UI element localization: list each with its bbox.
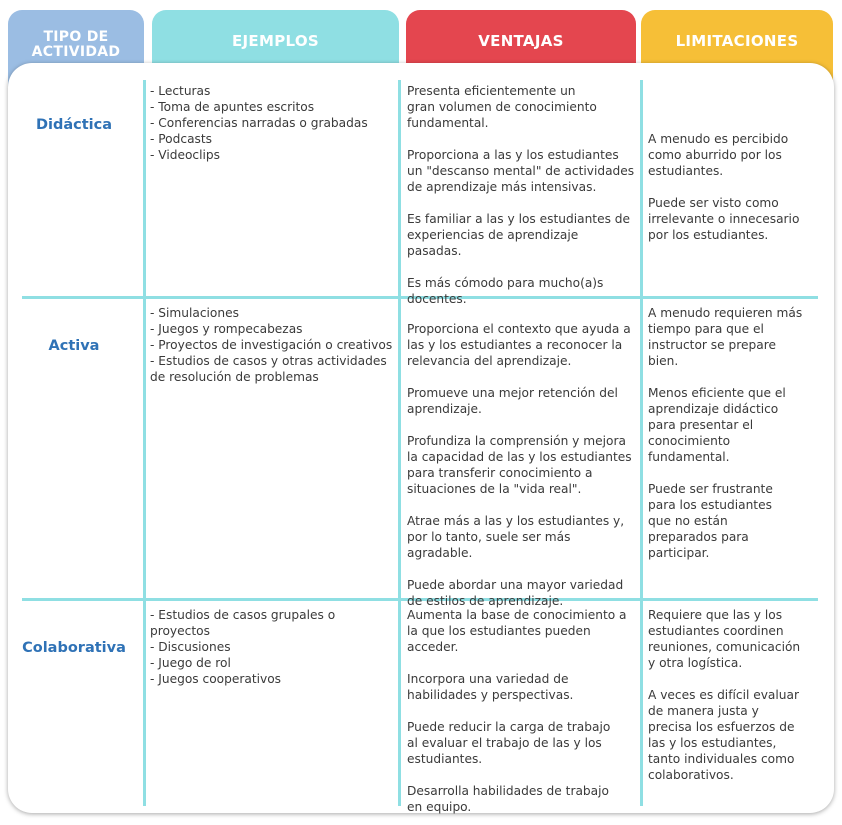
- column-divider: [143, 80, 146, 806]
- list-item: - Estudios de casos grupales o proyectos: [150, 608, 336, 638]
- paragraph: Puede ser frustrante para los estudiantes que no están preparados para participar.: [648, 482, 773, 560]
- paragraph: Promueve una mejor retención del aprendizaje.: [407, 386, 618, 416]
- list-item: - Estudios de casos y otras actividades de resolución de problemas: [150, 354, 387, 384]
- header-tipo-label: TIPO DE ACTIVIDAD: [31, 28, 121, 60]
- paragraph: Puede reducir la carga de trabajo al evaluar el trabajo de las y los estudiantes.: [407, 720, 611, 766]
- header-ejemplos-label: EJEMPLOS: [232, 31, 319, 50]
- row-label-colaborativa: Colaborativa: [22, 640, 126, 656]
- row-didactica-ejemplos: [150, 83, 392, 163]
- row-colaborativa-limitaciones: [648, 607, 810, 783]
- column-divider: [640, 80, 643, 806]
- paragraph: A veces es difícil evaluar de manera justa y precisa los esfuerzos de las y los estudiantes, tanto individuales como colaborativos.: [648, 688, 799, 782]
- row-activa-limitaciones: [648, 305, 806, 561]
- paragraph: Incorpora una variedad de habilidades y perspectivas.: [407, 672, 574, 702]
- list-item: - Videoclips: [150, 148, 220, 162]
- list-item: - Conferencias narradas o grabadas: [150, 116, 368, 130]
- list-item: - Juegos cooperativos: [150, 672, 282, 686]
- paragraph: Profundiza la comprensión y mejora la capacidad de las y los estudiantes para transferir conocimiento a situaciones de la "vida real".: [407, 434, 632, 496]
- row-colaborativa-ventajas: [407, 607, 635, 815]
- row-label-didactica: Didáctica: [35, 117, 113, 133]
- paragraph: Puede abordar una mayor variedad de estilos de aprendizaje.: [407, 578, 624, 608]
- list-item: - Lecturas: [150, 84, 211, 98]
- list-item: - Simulaciones: [150, 306, 239, 320]
- list-item: - Proyectos de investigación o creativos: [150, 338, 393, 352]
- paragraph: Aumenta la base de conocimiento a la que los estudiantes pueden acceder.: [407, 608, 627, 654]
- list-item: - Toma de apuntes escritos: [150, 100, 315, 114]
- paragraph: Es familiar a las y los estudiantes de experiencias de aprendizaje pasadas.: [407, 212, 631, 258]
- row-activa-ventajas: [407, 321, 635, 609]
- paragraph: Presenta eficientemente un gran volumen de conocimiento fundamental.: [407, 84, 597, 130]
- row-didactica-limitaciones: [648, 131, 806, 243]
- paragraph: A menudo es percibido como aburrido por los estudiantes.: [648, 132, 789, 178]
- list-item: - Discusiones: [150, 640, 231, 654]
- row-label-activa: Activa: [48, 338, 100, 354]
- list-item: - Juegos y rompecabezas: [150, 322, 303, 336]
- list-item: - Podcasts: [150, 132, 213, 146]
- paragraph: Es más cómodo para mucho(a)s docentes.: [407, 276, 604, 306]
- list-item: - Juego de rol: [150, 656, 231, 670]
- paragraph: Proporciona el contexto que ayuda a las y los estudiantes a reconocer la relevancia del aprendizaje.: [407, 322, 631, 368]
- row-didactica-ventajas: [407, 83, 635, 307]
- paragraph: Proporciona a las y los estudiantes un "descanso mental" de actividades de aprendizaje más intensivas.: [407, 148, 635, 194]
- paragraph: Atrae más a las y los estudiantes y, por lo tanto, suele ser más agradable.: [407, 514, 625, 560]
- paragraph: Puede ser visto como irrelevante o innecesario por los estudiantes.: [648, 196, 800, 242]
- paragraph: A menudo requieren más tiempo para que el instructor se prepare bien.: [648, 306, 803, 368]
- header-limitaciones-label: LIMITACIONES: [675, 31, 799, 50]
- paragraph: Requiere que las y los estudiantes coordinen reuniones, comunicación y otra logística.: [648, 608, 801, 670]
- column-divider: [398, 80, 401, 806]
- row-colaborativa-ejemplos: [150, 607, 392, 687]
- paragraph: Menos eficiente que el aprendizaje didáctico para presentar el conocimiento fundamental.: [648, 386, 786, 464]
- paragraph: Desarrolla habilidades de trabajo en equipo.: [407, 784, 609, 814]
- row-activa-ejemplos: [150, 305, 392, 385]
- header-ventajas-label: VENTAJAS: [478, 31, 564, 50]
